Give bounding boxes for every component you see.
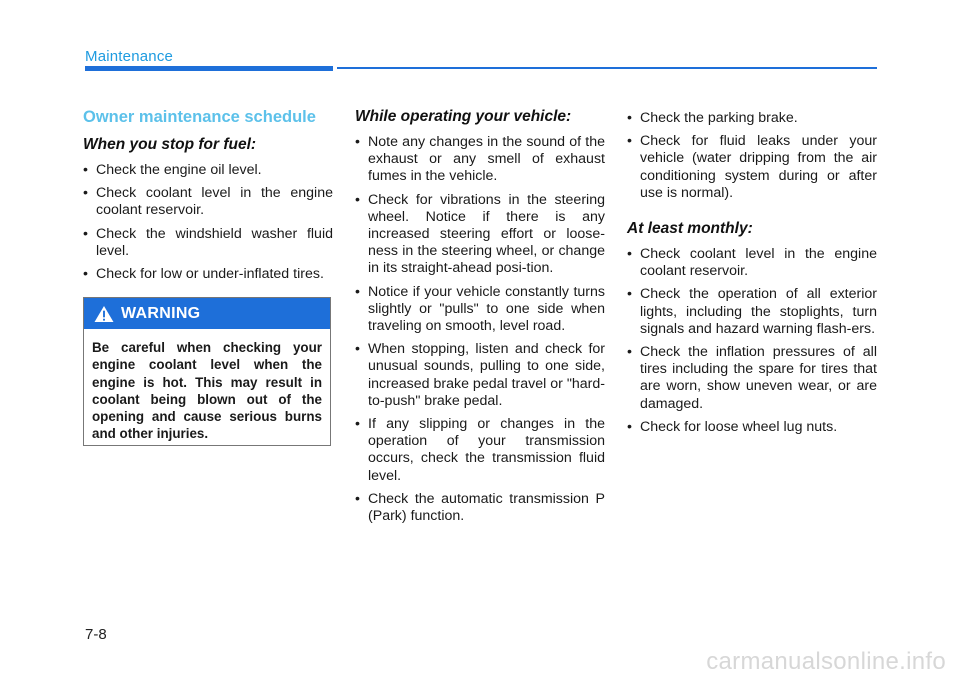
monthly-heading: At least monthly: [627, 220, 753, 238]
page-number: 7-8 [85, 626, 107, 643]
warning-text: Be careful when checking your engine coolant level when the engine is hot. This may result in coolant being blown out of the opening and cause serious burns and other injuries. [92, 340, 322, 442]
list-item: • Check the windshield washer fluid level. [83, 226, 333, 260]
list-item: • Check for low or under-inflated tires. [83, 266, 333, 283]
watermark: carmanualsonline.info [706, 648, 946, 675]
list-item: • Check the operation of all exterior lights, including the stoplights, turn signals and hazard warning flash-ers. [627, 286, 877, 338]
list-item: • If any slipping or changes in the operation of your transmission occurs, check the transmission fluid level. [355, 416, 605, 485]
operating-heading: While operating your vehicle: [355, 108, 572, 125]
list-item: • Check the parking brake. [627, 110, 877, 127]
list-item: • Check the inflation pressures of all tires including the spare for tires that are worn, show uneven wear, or are damaged. [627, 344, 877, 413]
warning-box [83, 297, 331, 446]
operating-checklist [355, 134, 605, 525]
list-item: • Check for vibrations in the steering wheel. Notice if there is any increased steering effort or loose-ness in the steering wheel, or change in its straight-ahead posi-tion. [355, 192, 605, 278]
section-header-title: Maintenance [85, 48, 174, 65]
list-item: • When stopping, listen and check for unusual sounds, pulling to one side, increased brake pedal travel or "hard-to-push" brake pedal. [355, 341, 605, 410]
operating-checklist-continued [627, 110, 877, 202]
list-item: • Notice if your vehicle constantly turns slightly or "pulls" to one side when traveling on smooth, level road. [355, 284, 605, 336]
fuel-heading: When you stop for fuel: [83, 136, 257, 153]
list-item: • Note any changes in the sound of the exhaust or any smell of exhaust fumes in the vehicle. [355, 134, 605, 186]
list-item: • Check the engine oil level. [83, 162, 333, 179]
column-left [83, 108, 333, 289]
header-rule-thin [337, 67, 877, 69]
warning-header [84, 298, 330, 329]
column-right [627, 110, 877, 442]
warning-label: WARNING [121, 304, 201, 322]
column-middle [355, 108, 605, 531]
section-title: Owner maintenance schedule [83, 108, 316, 126]
list-item: • Check coolant level in the engine coolant reservoir. [83, 185, 333, 219]
monthly-checklist [627, 246, 877, 436]
header-rule-thick [85, 66, 333, 71]
fuel-checklist [83, 162, 333, 283]
list-item: • Check for fluid leaks under your vehicle (water dripping from the air conditioning system during or after use is normal). [627, 133, 877, 202]
list-item: • Check the automatic transmission P (Park) function. [355, 491, 605, 525]
warning-triangle-icon [93, 305, 115, 323]
list-item: • Check coolant level in the engine coolant reservoir. [627, 246, 877, 280]
list-item: • Check for loose wheel lug nuts. [627, 419, 877, 436]
